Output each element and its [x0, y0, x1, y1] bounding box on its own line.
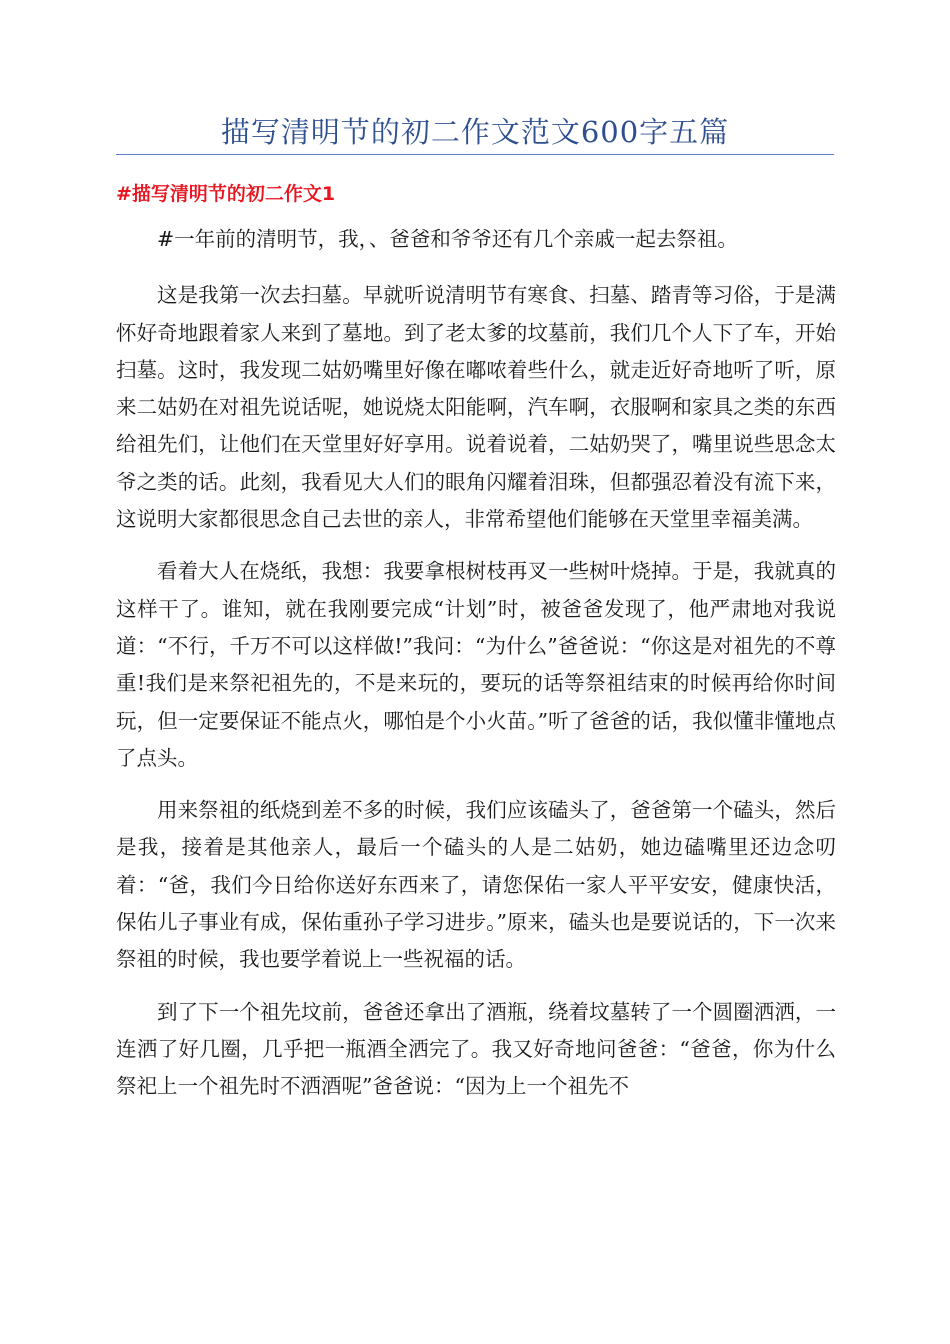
document-title: 描写清明节的初二作文范文600字五篇: [220, 115, 730, 149]
title-underline: [116, 154, 834, 155]
paragraph-3: 看着大人在烧纸，我想：我要拿根树枝再叉一些树叶烧掉。于是，我就真的这样干了。谁知，就在我刚要完成“计划”时，被爸爸发现了，他严肃地对我说道：“不行，千万不可以这样做!”我问：“为什么”爸爸说：“你这是对祖先的不尊重!我们是来祭祀祖先的，不是来玩的，要玩的话等祭祖结束的时候再给你时间玩，但一定要保证不能点火，哪怕是个小火苗。”听了爸爸的话，我似懂非懂地点了点头。: [116, 559, 836, 770]
paragraph-4: 用来祭祖的纸烧到差不多的时候，我们应该磕头了，爸爸第一个磕头，然后是我，接着是其他亲人，最后一个磕头的人是二姑奶，她边磕嘴里还边念叨着：“爸，我们今日给你送好东西来了，请您保佑一家人平平安安，健康快活，保佑儿子事业有成，保佑重孙子学习进步。”原来，磕头也是要说话的，下一次来祭祖的时候，我也要学着说上一些祝福的话。: [116, 798, 836, 972]
article-body: [116, 221, 836, 1121]
paragraph-1: #一年前的清明节，我，、爸爸和爷爷还有几个亲戚一起去祭祖。: [157, 227, 738, 251]
section-heading: #描写清明节的初二作文1: [116, 183, 336, 205]
paragraph-2: 这是我第一次去扫墓。早就听说清明节有寒食、扫墓、踏青等习俗，于是满怀好奇地跟着家人来到了墓地。到了老太爹的坟墓前，我们几个人下了车，开始扫墓。这时，我发现二姑奶嘴里好像在嘟哝着些什么，就走近好奇地听了听，原来二姑奶在对祖先说话呢，她说烧太阳能啊，汽车啊，衣服啊和家具之类的东西给祖先们，让他们在天堂里好好享用。说着说着，二姑奶哭了，嘴里说些思念太爷之类的话。此刻，我看见大人们的眼角闪耀着泪珠，但都强忍着没有流下来，这说明大家都很思念自己去世的亲人，非常希望他们能够在天堂里幸福美满。: [116, 283, 836, 532]
paragraph-5: 到了下一个祖先坟前，爸爸还拿出了酒瓶，绕着坟墓转了一个圆圈洒洒，一连洒了好几圈，几乎把一瓶酒全洒完了。我又好奇地问爸爸：“爸爸，你为什么祭祀上一个祖先时不洒酒呢”爸爸说：“因为上一个祖先不: [116, 999, 836, 1099]
